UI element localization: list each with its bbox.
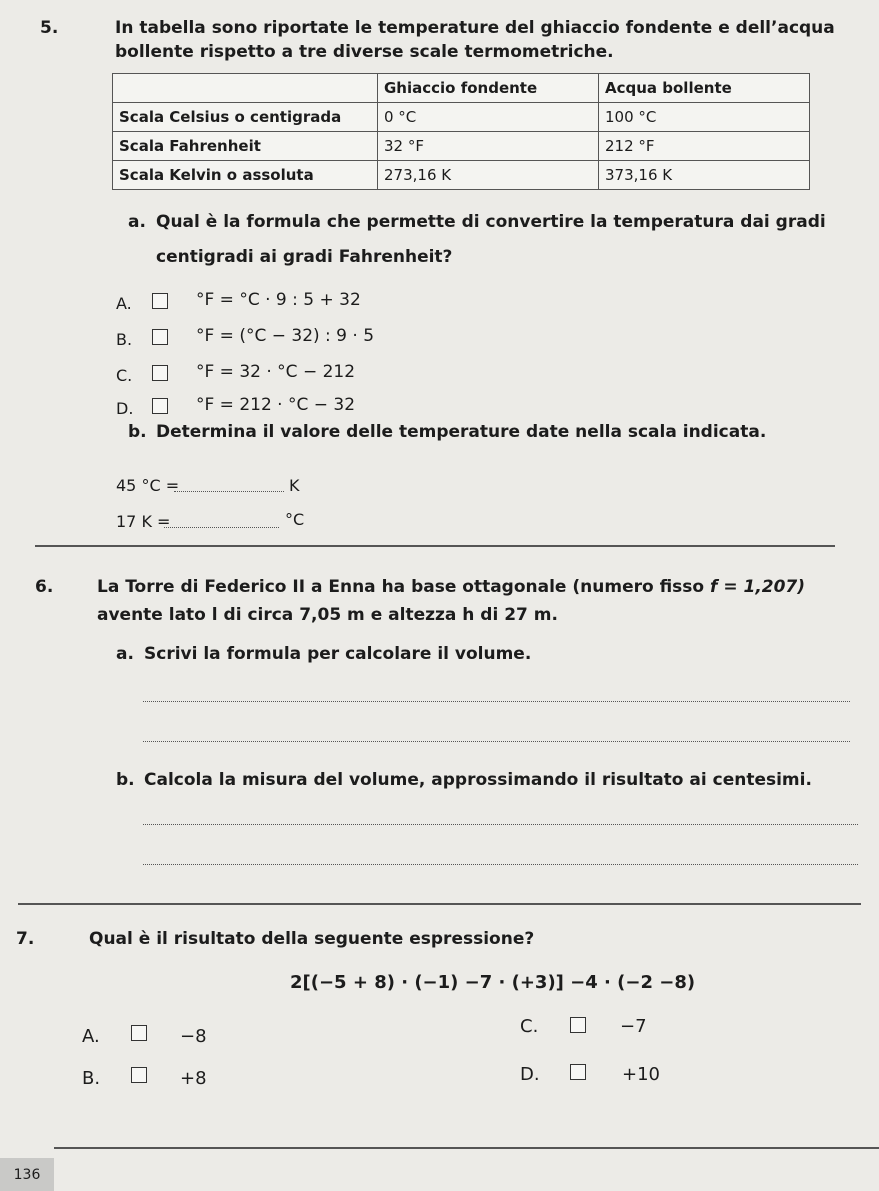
option-formula: °F = (°C − 32) : 9 · 5	[196, 326, 375, 346]
option-formula: °F = °C · 9 : 5 + 32	[196, 290, 361, 310]
q7-option-c-checkbox[interactable]	[570, 1017, 586, 1033]
q5a-question-line2: centigradi ai gradi Fahrenheit?	[156, 247, 453, 267]
option-letter: A.	[82, 1026, 100, 1047]
option-d-checkbox[interactable]	[152, 398, 168, 414]
option-c-checkbox[interactable]	[152, 365, 168, 381]
section-divider	[18, 903, 861, 905]
option-value: +8	[180, 1068, 207, 1089]
option-letter: C.	[520, 1016, 539, 1037]
table-cell: 100 °C	[599, 103, 810, 132]
option-value: −8	[180, 1026, 207, 1047]
question-6-text-line1	[97, 577, 805, 597]
q7-option-d-checkbox[interactable]	[570, 1064, 586, 1080]
option-letter: B.	[116, 330, 133, 349]
q5b-label: b.	[128, 422, 147, 442]
temperature-table	[112, 73, 810, 190]
table-cell: 273,16 K	[378, 161, 599, 190]
q5b-item1-left: 45 °C =	[116, 476, 180, 495]
q6-text-pre: La Torre di Federico II a Enna ha base ottagonale (numero fisso	[97, 577, 711, 597]
q7-expression: 2[(−5 + 8) · (−1) −7 · (+3)] −4 · (−2 −8)	[290, 972, 696, 993]
q6b-question: Calcola la misura del volume, approssimando il risultato ai centesimi.	[144, 770, 812, 790]
question-7-text: Qual è il risultato della seguente espressione?	[89, 929, 535, 949]
q5b-item2-left: 17 K =	[116, 512, 171, 531]
question-5-number: 5.	[40, 18, 59, 38]
q7-option-b-checkbox[interactable]	[131, 1067, 147, 1083]
table-header-cell: Ghiaccio fondente	[378, 74, 599, 103]
table-cell: 0 °C	[378, 103, 599, 132]
question-5-intro-line1: In tabella sono riportate le temperature del ghiaccio fondente e dell’acqua	[115, 18, 835, 38]
q5a-question-line1: Qual è la formula che permette di convertire la temperatura dai gradi	[156, 212, 826, 232]
option-formula: °F = 32 · °C − 212	[196, 362, 356, 382]
option-value: −7	[620, 1016, 647, 1037]
answer-blank-1[interactable]	[174, 491, 284, 492]
q6-text-math: f = 1,207)	[710, 577, 806, 597]
answer-line[interactable]	[143, 824, 858, 825]
table-cell: Scala Celsius o centigrada	[113, 103, 378, 132]
q5b-question: Determina il valore delle temperature date nella scala indicata.	[156, 422, 767, 442]
q6a-label: a.	[116, 644, 134, 664]
table-header-cell: Acqua bollente	[599, 74, 810, 103]
option-letter: D.	[116, 399, 134, 418]
answer-line[interactable]	[143, 864, 858, 865]
table-cell: 32 °F	[378, 132, 599, 161]
q6b-label: b.	[116, 770, 135, 790]
option-letter: A.	[116, 294, 132, 313]
option-letter: D.	[520, 1064, 540, 1085]
answer-blank-2[interactable]	[164, 527, 279, 528]
question-5-intro-line2: bollente rispetto a tre diverse scale termometriche.	[115, 42, 614, 62]
question-7-number: 7.	[16, 929, 35, 949]
q5b-item2-unit: °C	[285, 510, 305, 529]
question-6-text-line2: avente lato l di circa 7,05 m e altezza h di 27 m.	[97, 605, 558, 625]
option-formula: °F = 212 · °C − 32	[196, 395, 356, 415]
table-row	[113, 132, 810, 161]
option-letter: C.	[116, 366, 133, 385]
option-b-checkbox[interactable]	[152, 329, 168, 345]
question-6-number: 6.	[35, 577, 54, 597]
q5b-item1-unit: K	[289, 476, 300, 495]
table-cell: Scala Kelvin o assoluta	[113, 161, 378, 190]
table-row	[113, 161, 810, 190]
option-a-checkbox[interactable]	[152, 293, 168, 309]
option-value: +10	[622, 1064, 660, 1085]
table-cell: 373,16 K	[599, 161, 810, 190]
answer-line[interactable]	[143, 741, 850, 742]
table-cell: Scala Fahrenheit	[113, 132, 378, 161]
table-header-row	[113, 74, 810, 103]
option-letter: B.	[82, 1068, 101, 1089]
table-cell: 212 °F	[599, 132, 810, 161]
q7-option-a-checkbox[interactable]	[131, 1025, 147, 1041]
section-divider	[35, 545, 835, 547]
q5a-label: a.	[128, 212, 146, 232]
page-number: 136	[0, 1158, 54, 1191]
table-row	[113, 103, 810, 132]
table-header-empty	[113, 74, 378, 103]
answer-line[interactable]	[143, 701, 850, 702]
footer-divider	[54, 1147, 879, 1149]
q6a-question: Scrivi la formula per calcolare il volume.	[144, 644, 532, 664]
